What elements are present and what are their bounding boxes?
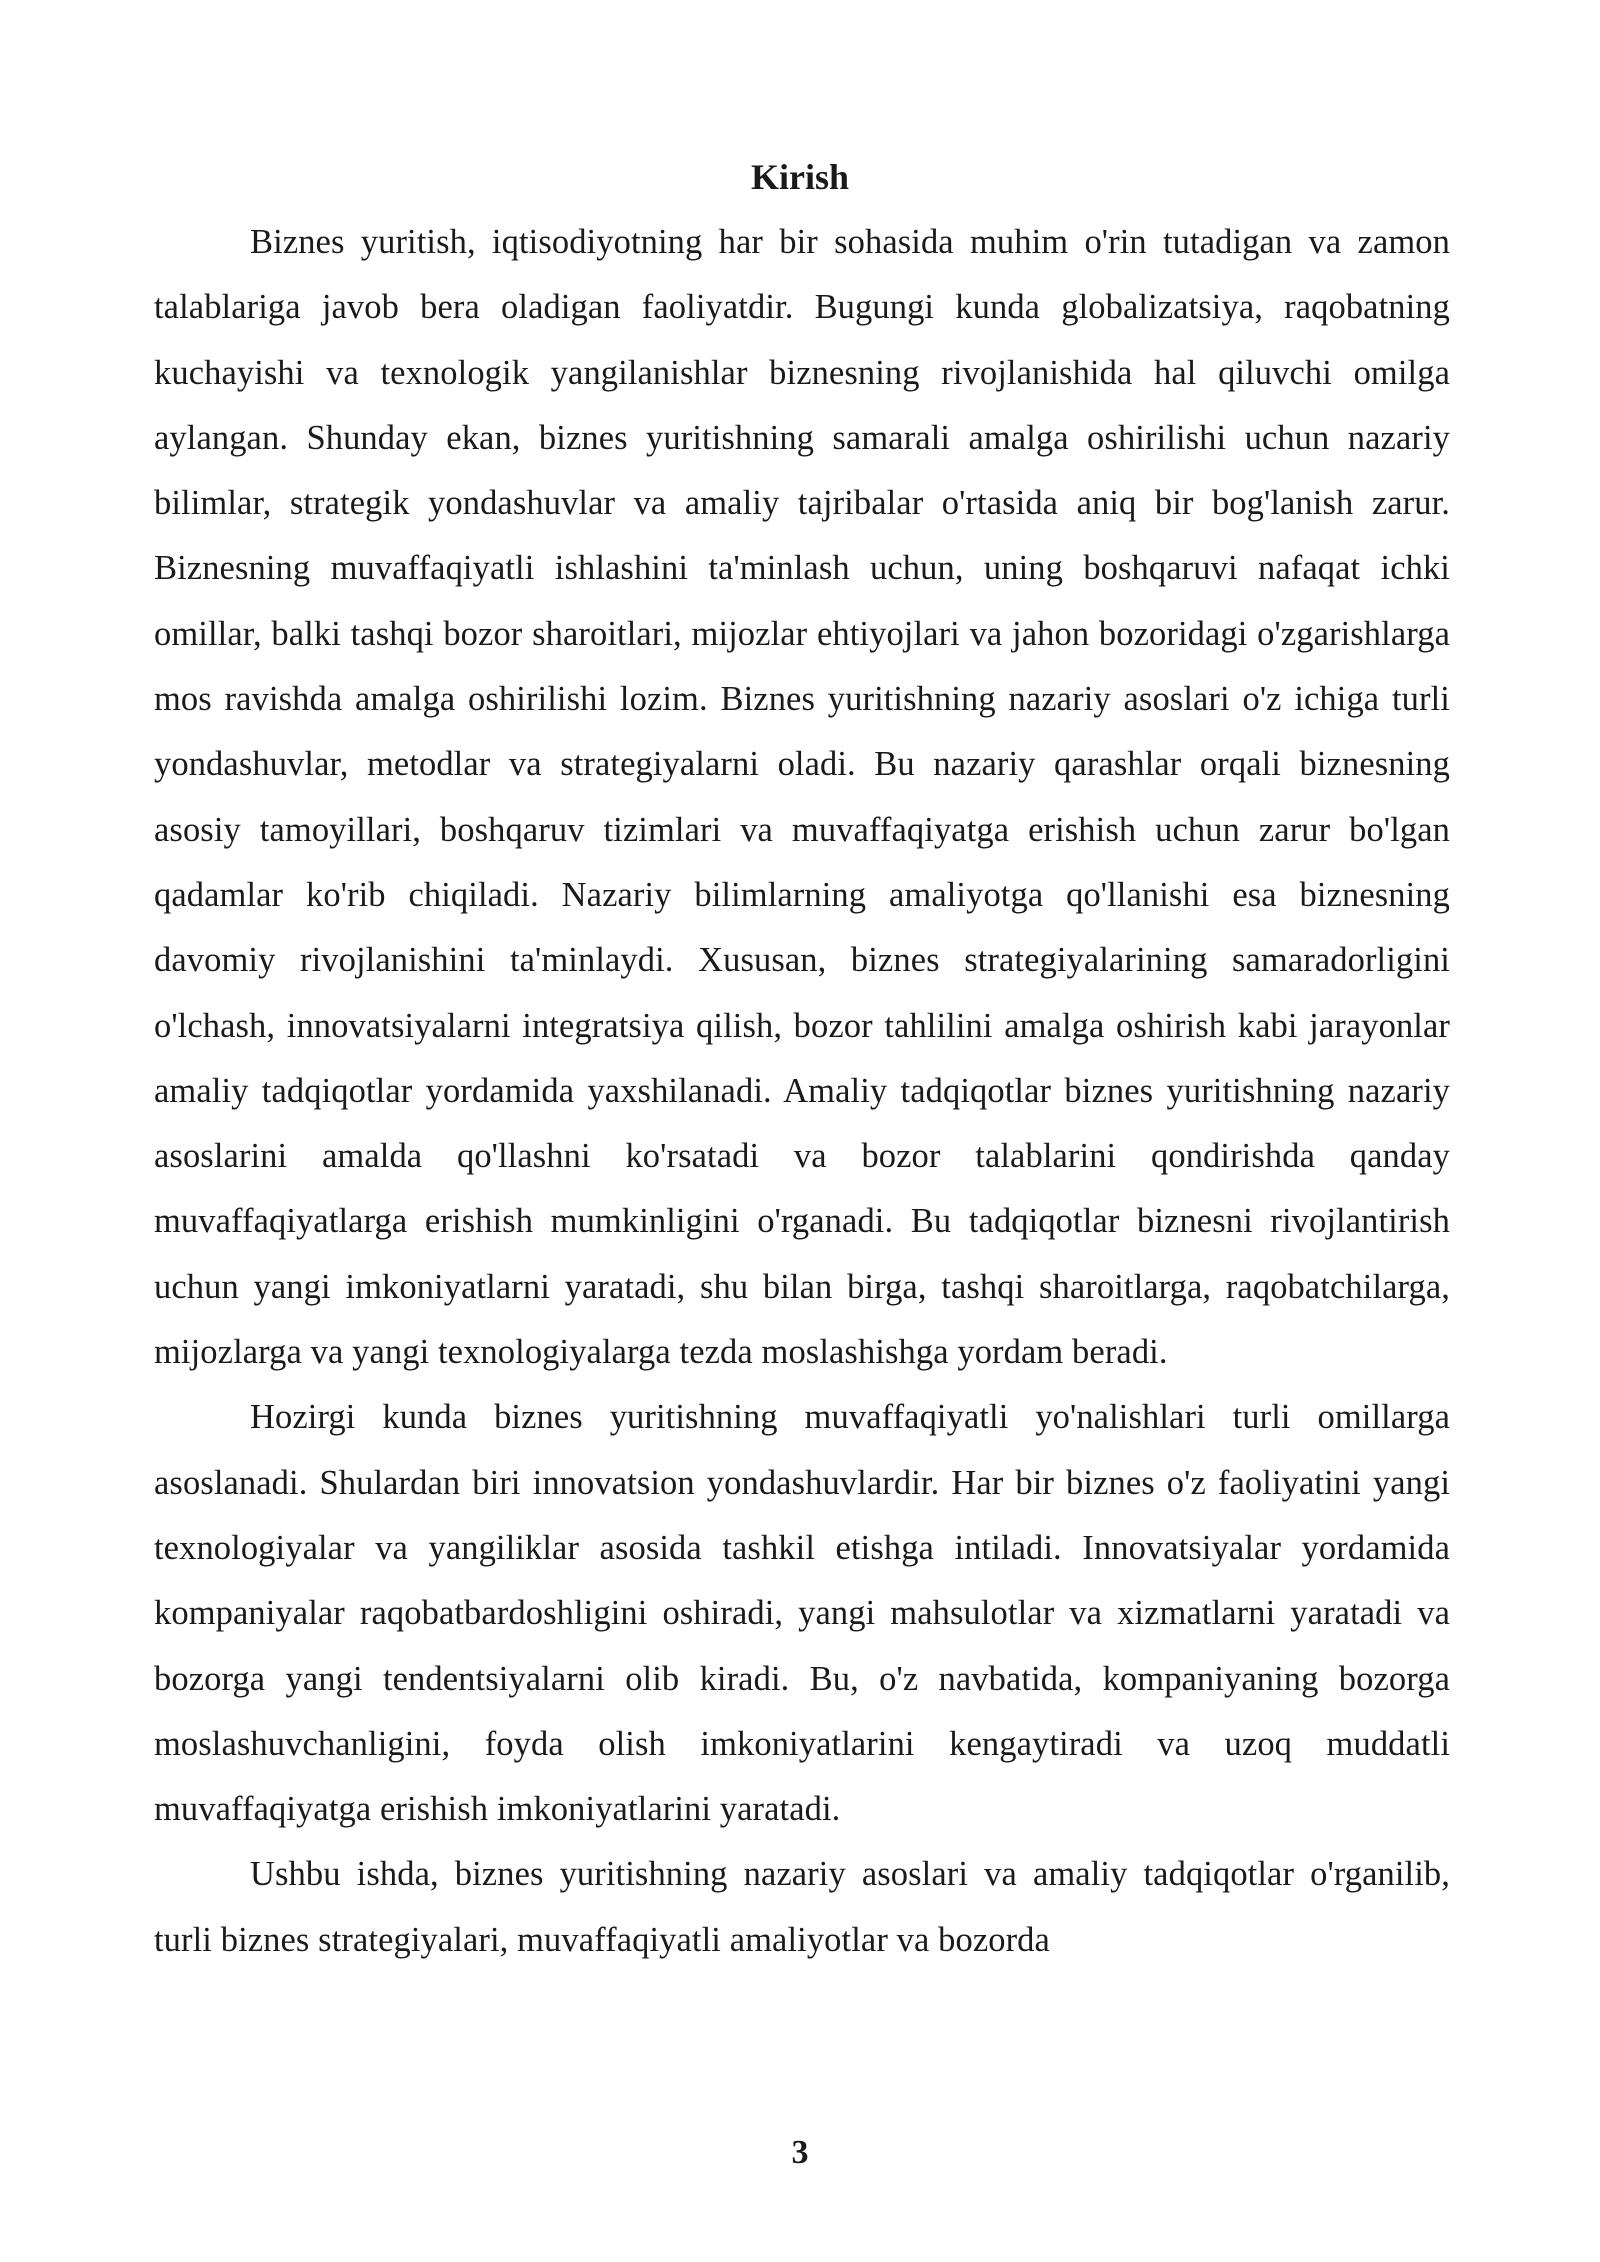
paragraph-2: Hozirgi kunda biznes yuritishning muvaffaqiyatli yo'nalishlari turli omillarga asoslanadi. Shulardan biri innovatsion yondashuvlardir. Har bir biznes o'z faoliyatini yangi texnologiyalar va yangiliklar asosida tashkil etishga intiladi. Innovatsiyalar yordamida kompaniyalar raqobatbardoshligini oshiradi, yangi mahsulotlar va xizmatlarni yaratadi va bozorga yangi tendentsiyalarni olib kiradi. Bu, o'z navbatida, kompaniyaning bozorga moslashuvchanligini, foyda olish imkoniyatlarini kengaytiradi va uzoq muddatli muvaffaqiyatga erishish imkoniyatlarini yaratadi. xyxy=(154,1398,1450,1829)
paragraph-1: Biznes yuritish, iqtisodiyotning har bir sohasida muhim o'rin tutadigan va zamon talablariga javob bera oladigan faoliyatdir. Bugungi kunda globalizatsiya, raqobatning kuchayishi va texnologik yangilanishlar biznesning rivojlanishida hal qiluvchi omilga aylangan. Shunday ekan, biznes yuritishning samarali amalga oshirilishi uchun nazariy bilimlar, strategik yondashuvlar va amaliy tajribalar o'rtasida aniq bir bog'lanish zarur. Biznesning muvaffaqiyatli ishlashini ta'minlash uchun, uning boshqaruvi nafaqat ichki omillar, balki tashqi bozor sharoitlari, mijozlar ehtiyojlari va jahon bozoridagi o'zgarishlarga mos ravishda amalga oshirilishi lozim. Biznes yuritishning nazariy asoslari o'z ichiga turli yondashuvlar, metodlar va strategiyalarni oladi. Bu nazariy qarashlar orqali biznesning asosiy tamoyillari, boshqaruv tizimlari va muvaffaqiyatga erishish uchun zarur bo'lgan qadamlar ko'rib chiqiladi. Nazariy bilimlarning amaliyotga qo'llanishi esa biznesning davomiy rivojlanishini ta'minlaydi. Xususan, biznes strategiyalarining samaradorligini o'lchash, innovatsiyalarni integratsiya qilish, bozor tahlilini amalga oshirish kabi jarayonlar amaliy tadqiqotlar yordamida yaxshilanadi. Amaliy tadqiqotlar biznes yuritishning nazariy asoslarini amalda qo'llashni ko'rsatadi va bozor talablarini qondirishda qanday muvaffaqiyatlarga erishish mumkinligini o'rganadi. Bu tadqiqotlar biznesni rivojlantirish uchun yangi imkoniyatlarni yaratadi, shu bilan birga, tashqi sharoitlarga, raqobatchilarga, mijozlarga va yangi texnologiyalarga tezda moslashishga yordam beradi. xyxy=(154,223,1450,1372)
page-title: Kirish xyxy=(750,157,849,197)
page-number: 3 xyxy=(791,2134,809,2171)
document-body xyxy=(154,210,1450,1973)
paragraph-3: Ushbu ishda, biznes yuritishning nazariy asoslari va amaliy tadqiqotlar o'rganilib, turli biznes strategiyalari, muvaffaqiyatli amaliyotlar va bozorda xyxy=(154,1855,1450,1959)
